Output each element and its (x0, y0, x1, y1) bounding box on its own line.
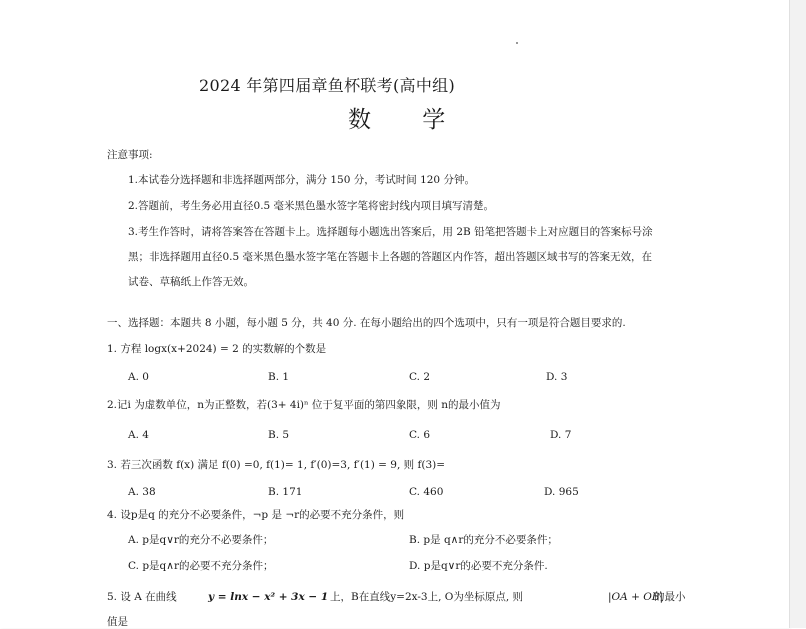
question-3-option-c: C. 460 (409, 486, 444, 498)
question-3-option-d: D. 965 (544, 486, 579, 498)
section-1-heading: 一、选择题：本题共 8 小题，每小题 5 分，共 40 分. 在每小题给出的四个选项中，只有一项是符合题目要求的. (107, 317, 626, 329)
speck-mark (516, 42, 518, 44)
question-5-vector-expression: |OA + OB| (608, 591, 664, 603)
question-4-option-a: A. p是q∨r的充分不必要条件； (128, 534, 274, 546)
question-3-option-a: A. 38 (128, 486, 156, 498)
viewer-scroll-edge[interactable] (789, 0, 806, 628)
question-2-stem: 2.记i 为虚数单位，n为正整数，若(3+ 4i)ⁿ 位于复平面的第四象限，则 n的最小值为 (107, 399, 501, 411)
question-5-prefix: 5. 设 A 在曲线 (107, 591, 177, 603)
question-2-option-a: A. 4 (128, 429, 149, 441)
question-5-suffix: 的最小 (654, 591, 686, 603)
question-2-option-b: B. 5 (268, 429, 290, 441)
question-1-option-d: D. 3 (546, 371, 568, 383)
subject-title: 数 学 (348, 107, 468, 133)
question-2-option-d: D. 7 (550, 429, 572, 441)
question-2-option-c: C. 6 (409, 429, 431, 441)
note-item-3-line-2: 黑；非选择题用直径0.5 毫米黑色墨水签字笔在答题卡上各题的答题区内作答，超出答题区域书写的答案无效，在 (128, 251, 653, 263)
question-1-option-a: A. 0 (128, 371, 149, 383)
question-4-option-b: B. p是 q∧r的充分不必要条件； (409, 534, 558, 546)
question-4-stem: 4. 设p是q 的充分不必要条件，¬p 是 ¬r的必要不充分条件，则 (107, 509, 405, 521)
question-4-option-d: D. p是q∨r的必要不充分条件. (409, 560, 548, 572)
note-item-3-line-3: 试卷、草稿纸上作答无效。 (128, 276, 254, 288)
question-1-option-b: B. 1 (268, 371, 290, 383)
note-item-1: 1.本试卷分选择题和非选择题两部分，满分 150 分，考试时间 120 分钟。 (128, 174, 475, 186)
question-3-stem: 3. 若三次函数 f(x) 满足 f(0) =0, f(1)= 1, f′(0)=3, f′(1) = 9, 则 f(3)= (107, 459, 446, 471)
question-1-stem: 1. 方程 logx(x+2024) = 2 的实数解的个数是 (107, 343, 327, 355)
question-5-middle: 上，B在直线y=2x-3上, O为坐标原点, 则 (330, 591, 524, 603)
exam-title: 2024 年第四届章鱼杯联考(高中组) (199, 76, 455, 95)
note-item-3-line-1: 3.考生作答时，请将答案答在答题卡上。选择题每小题选出答案后，用 2B 铅笔把答题卡上对应题目的答案标号涂 (128, 226, 653, 238)
notes-heading: 注意事项: (107, 149, 153, 161)
question-1-option-c: C. 2 (409, 371, 431, 383)
question-5-formula: y = lnx − x² + 3x − 1 (208, 591, 329, 603)
question-4-option-c: C. p是q∧r的必要不充分条件； (128, 560, 274, 572)
question-5-wrap: 值是 (107, 616, 128, 628)
note-item-2: 2.答题前，考生务必用直径0.5 毫米黑色墨水签字笔将密封线内项目填写清楚。 (128, 200, 495, 212)
question-3-option-b: B. 171 (268, 486, 303, 498)
